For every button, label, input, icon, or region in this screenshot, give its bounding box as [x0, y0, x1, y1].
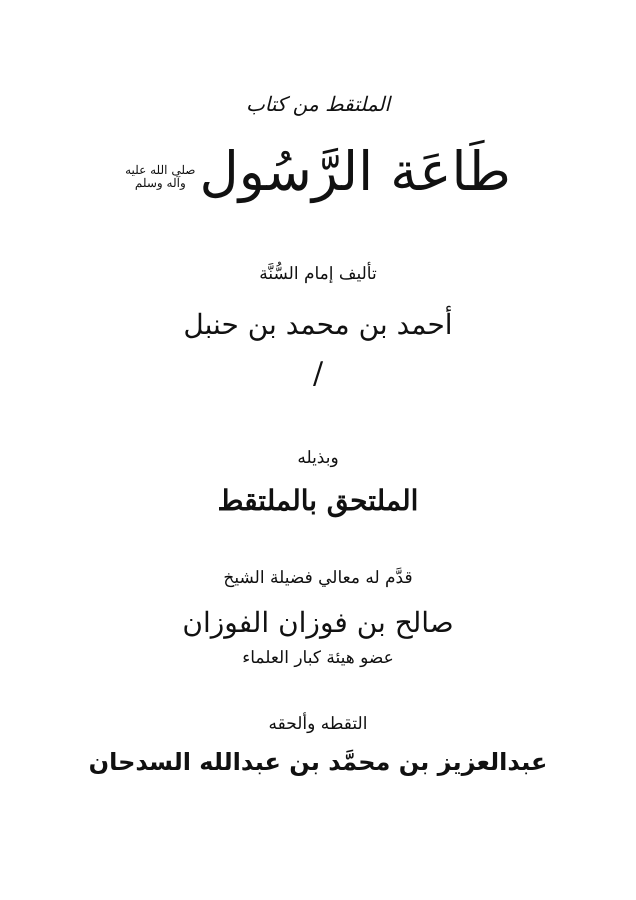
book-title: طَاعَة الرَّسُول [199, 140, 511, 203]
honorific-line-2: وآله وسلم [134, 176, 186, 191]
honorific-line-1: صلى الله عليه [125, 163, 196, 178]
compiler-label: التقطه وألحقه [268, 714, 368, 734]
preface-author-name: صالح بن فوزان الفوزان [182, 606, 454, 639]
title-block [0, 140, 636, 205]
compiler-name: عبدالعزيز بن محمَّد بن عبدالله السدحان [88, 748, 548, 776]
intro-text: الملتقط من كتاب [245, 92, 391, 116]
appendix-title: الملتحق بالملتقط [217, 484, 419, 517]
author-label: تأليف إمام السُّنَّة [259, 264, 377, 284]
appendix-label: وبذيله [297, 448, 339, 468]
preface-label: قدَّم له معالي فضيلة الشيخ [223, 568, 413, 588]
preface-author-role: عضو هيئة كبار العلماء [242, 648, 394, 668]
author-name: أحمد بن محمد بن حنبل [183, 308, 453, 341]
separator-mark: / [312, 356, 324, 391]
honorific-phrase [125, 164, 195, 190]
